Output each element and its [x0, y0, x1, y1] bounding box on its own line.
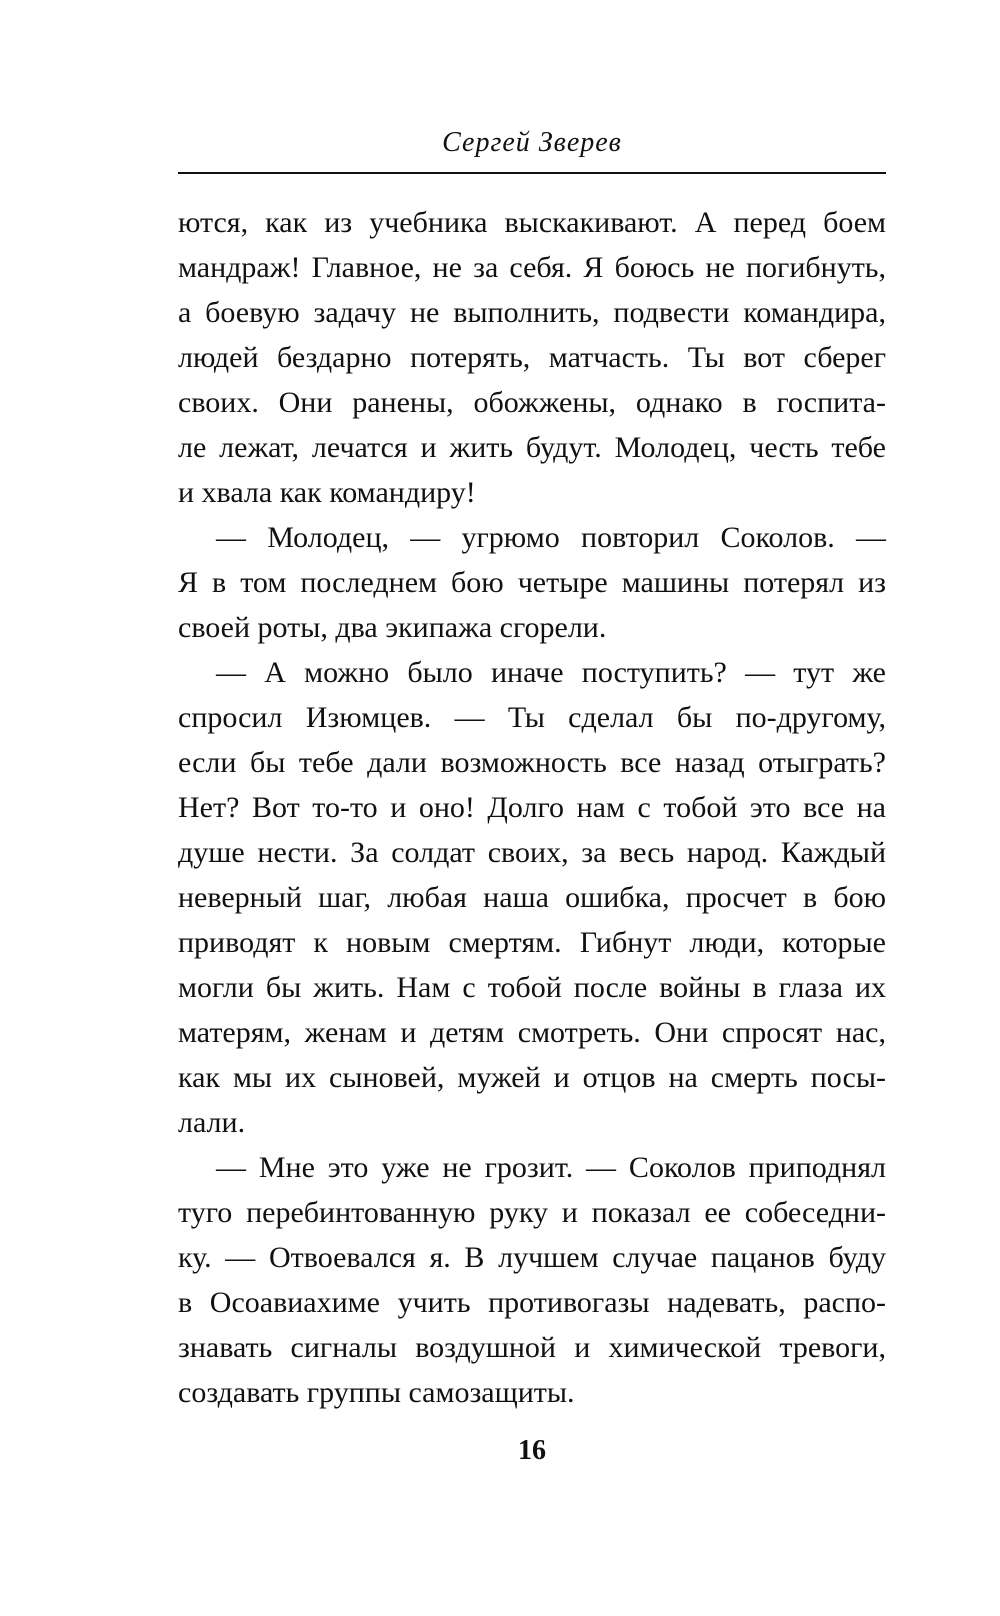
text-line: в Осоавиахиме учить противогазы надевать, распо-: [178, 1286, 886, 1319]
header-rule: [178, 172, 886, 174]
text-line: душе нести. За солдат своих, за весь народ. Каждый: [178, 836, 886, 869]
text-line: мандраж! Главное, не за себя. Я боюсь не погибнуть,: [178, 251, 886, 284]
text-line: Я в том последнем бою четыре машины потерял из: [178, 566, 886, 599]
text-line: лали.: [178, 1106, 246, 1139]
body-text: [178, 200, 886, 1415]
text-line: знавать сигналы воздушной и химической тревоги,: [178, 1331, 886, 1364]
text-line: Нет? Вот то-то и оно! Долго нам с тобой это все на: [178, 791, 886, 824]
text-line: спросил Изюмцев. — Ты сделал бы по-другому,: [178, 701, 886, 734]
text-line: могли бы жить. Нам с тобой после войны в глаза их: [178, 971, 886, 1004]
page-number: 16: [518, 1435, 546, 1466]
text-line: неверный шаг, любая наша ошибка, просчет в бою: [178, 881, 886, 914]
text-line: ку. — Отвоевался я. В лучшем случае пацанов буду: [178, 1241, 886, 1274]
text-line: своей роты, два экипажа сгорели.: [178, 611, 607, 644]
text-line: людей бездарно потерять, матчасть. Ты вот сберег: [178, 341, 886, 374]
text-line: создавать группы самозащиты.: [178, 1376, 575, 1409]
text-line: ле лежат, лечатся и жить будут. Молодец, честь тебе: [178, 431, 886, 464]
text-line: ются, как из учебника выскакивают. А перед боем: [178, 206, 886, 239]
text-line: если бы тебе дали возможность все назад отыграть?: [178, 746, 886, 779]
text-line: а боевую задачу не выполнить, подвести командира,: [178, 296, 886, 329]
text-line: — Молодец, — угрюмо повторил Соколов. —: [216, 521, 886, 554]
text-line: приводят к новым смертям. Гибнут люди, которые: [178, 926, 886, 959]
text-line: как мы их сыновей, мужей и отцов на смерть посы-: [178, 1061, 886, 1094]
running-head-author: Сергей Зверев: [442, 127, 622, 158]
text-line: своих. Они ранены, обожжены, однако в госпита-: [178, 386, 886, 419]
text-line: — Мне это уже не грозит. — Соколов приподнял: [216, 1151, 886, 1184]
text-line: туго перебинтованную руку и показал ее собеседни-: [178, 1196, 886, 1229]
text-line: и хвала как командиру!: [178, 476, 476, 509]
text-line: — А можно было иначе поступить? — тут же: [216, 656, 886, 689]
text-line: матерям, женам и детям смотреть. Они спросят нас,: [178, 1016, 886, 1049]
